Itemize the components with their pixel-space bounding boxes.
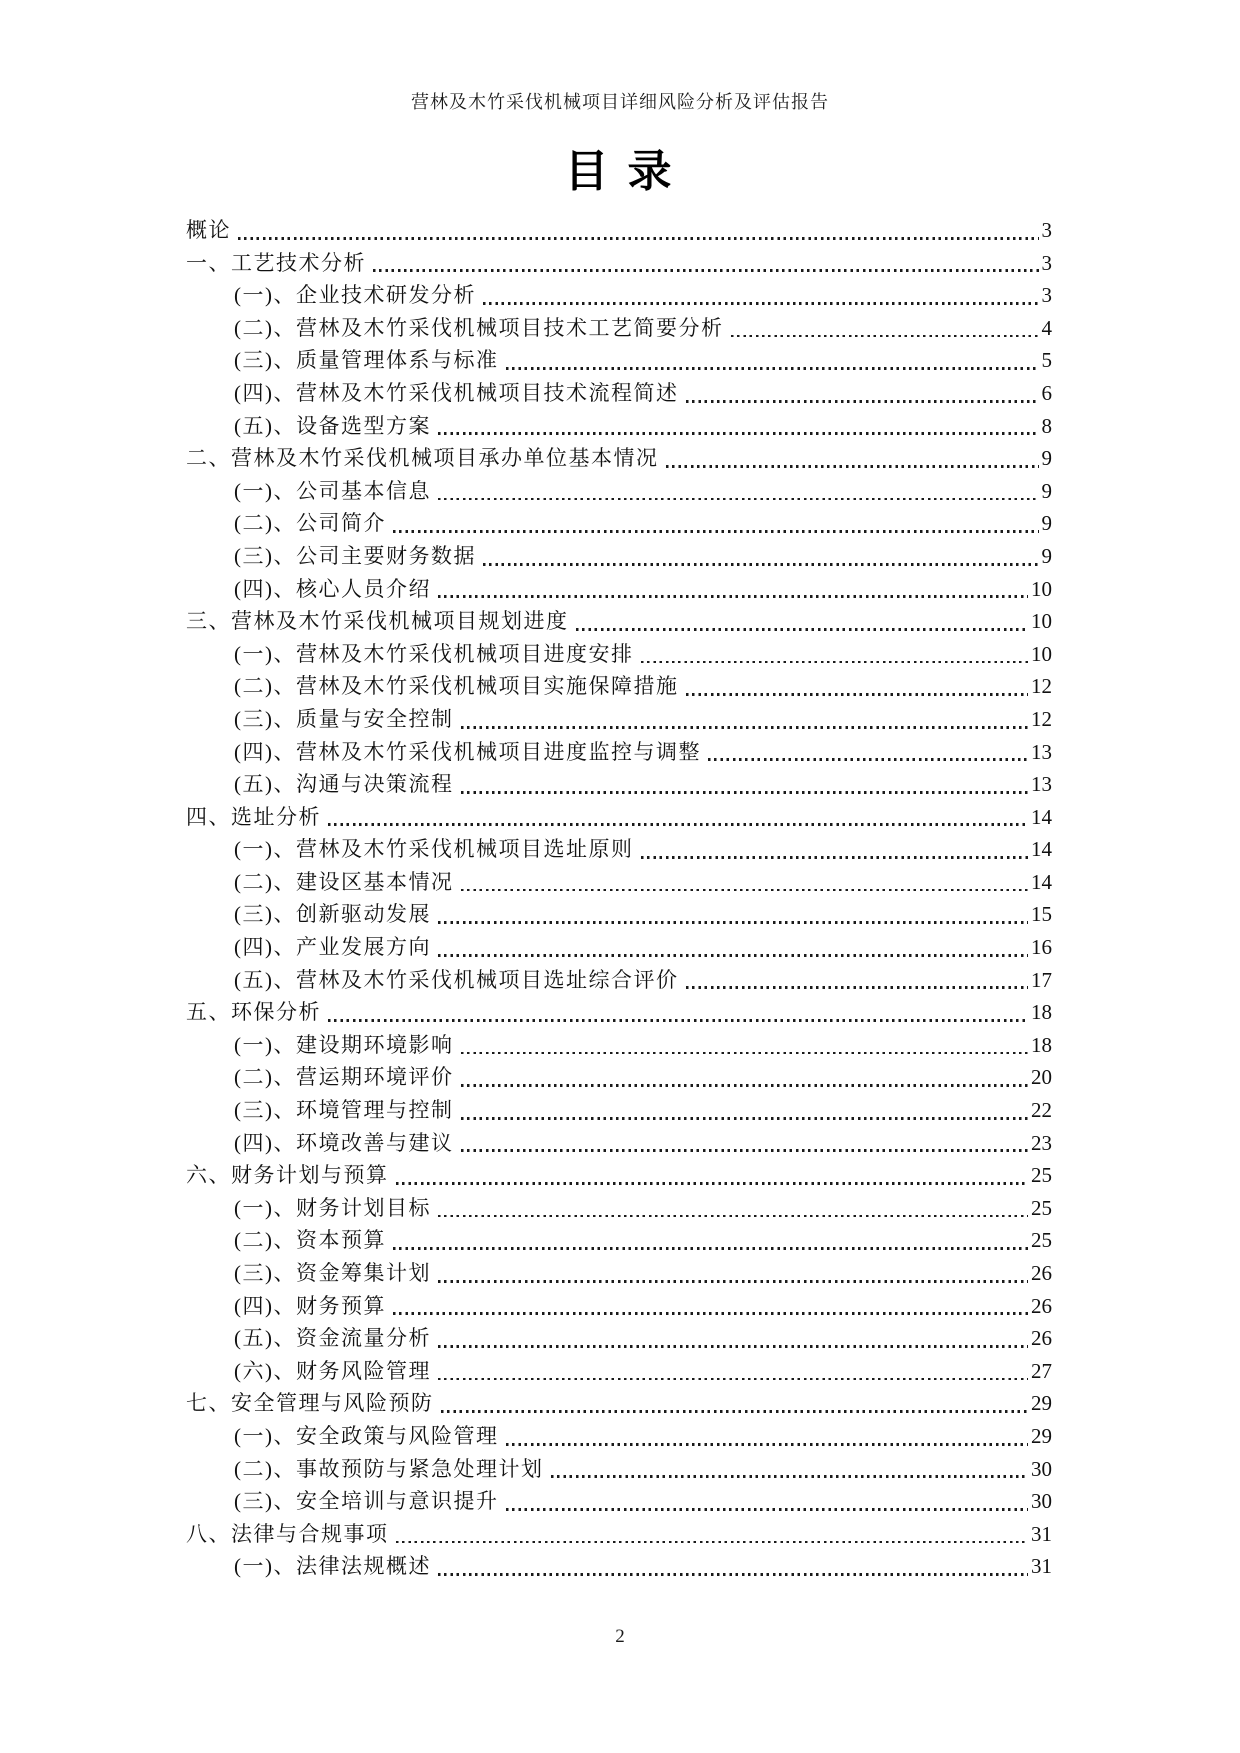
toc-entry-page-number: 9: [1041, 446, 1052, 471]
toc-entry-page-number: 14: [1031, 869, 1052, 894]
toc-entry[interactable]: [186, 703, 1052, 736]
toc-entry[interactable]: [186, 214, 1052, 247]
toc-dotted-leader: [506, 1443, 1029, 1446]
toc-entry-label: (六)、财务风险管理: [234, 1358, 431, 1383]
toc-entry-page-number: 23: [1031, 1130, 1052, 1155]
toc-entry[interactable]: [186, 1322, 1052, 1355]
toc-entry-label: (一)、公司基本信息: [234, 478, 431, 503]
toc-entry-page-number: 10: [1031, 641, 1052, 666]
toc-entry-page-number: 3: [1041, 250, 1052, 275]
toc-dotted-leader: [438, 1215, 1028, 1218]
toc-entry-page-number: 30: [1031, 1489, 1052, 1514]
toc-dotted-leader: [438, 1573, 1028, 1576]
toc-entry-page-number: 25: [1031, 1195, 1052, 1220]
toc-entry[interactable]: [186, 638, 1052, 671]
toc-dotted-leader: [461, 1084, 1029, 1087]
toc-entry[interactable]: [186, 1518, 1052, 1551]
toc-entry-label: 六、财务计划与预算: [186, 1163, 389, 1188]
toc-dotted-leader: [576, 628, 1029, 631]
toc-entry-label: (三)、质量管理体系与标准: [234, 348, 499, 373]
toc-dotted-leader: [461, 726, 1029, 729]
toc-entry-page-number: 14: [1031, 804, 1052, 829]
toc-entry[interactable]: [186, 475, 1052, 508]
toc-entry[interactable]: [186, 898, 1052, 931]
toc-dotted-leader: [731, 335, 1039, 338]
toc-entry[interactable]: [186, 1257, 1052, 1290]
toc-entry-label: (三)、环境管理与控制: [234, 1098, 454, 1123]
toc-entry-page-number: 6: [1041, 380, 1052, 405]
toc-dotted-leader: [438, 595, 1028, 598]
toc-entry[interactable]: [186, 1420, 1052, 1453]
toc-entry[interactable]: [186, 573, 1052, 606]
toc-dotted-leader: [506, 367, 1039, 370]
toc-entry-label: (一)、安全政策与风险管理: [234, 1423, 499, 1448]
toc-entry-label: (二)、营林及木竹采伐机械项目技术工艺简要分析: [234, 315, 724, 340]
toc-entry-page-number: 8: [1041, 413, 1052, 438]
toc-dotted-leader: [686, 400, 1039, 403]
toc-entry[interactable]: [186, 540, 1052, 573]
toc-entry[interactable]: [186, 736, 1052, 769]
toc-dotted-leader: [328, 1019, 1028, 1022]
toc-entry-page-number: 12: [1031, 674, 1052, 699]
toc-entry-label: (二)、事故预防与紧急处理计划: [234, 1456, 544, 1481]
toc-dotted-leader: [686, 986, 1029, 989]
toc-entry-page-number: 10: [1031, 609, 1052, 634]
toc-dotted-leader: [483, 563, 1039, 566]
toc-entry-label: (三)、资金筹集计划: [234, 1261, 431, 1285]
toc-entry-label: (二)、建设区基本情况: [234, 869, 454, 894]
toc-dotted-leader: [393, 1312, 1028, 1315]
toc-entry-page-number: 3: [1041, 283, 1052, 308]
toc-entry[interactable]: [186, 768, 1052, 801]
toc-entry-label: (三)、质量与安全控制: [234, 706, 454, 731]
toc-entry[interactable]: [186, 1387, 1052, 1420]
toc-entry[interactable]: [186, 1127, 1052, 1160]
toc-entry-page-number: 18: [1031, 1000, 1052, 1025]
toc-dotted-leader: [461, 889, 1029, 892]
footer-page-number: 2: [615, 1626, 625, 1647]
toc-entry[interactable]: [186, 964, 1052, 997]
toc-entry-label: (二)、资本预算: [234, 1228, 386, 1253]
toc-entry-page-number: 13: [1031, 772, 1052, 797]
toc-entry-label: (四)、核心人员介绍: [234, 576, 431, 601]
toc-dotted-leader: [641, 856, 1029, 859]
toc-dotted-leader: [666, 465, 1039, 468]
toc-dotted-leader: [393, 1247, 1028, 1250]
toc-dotted-leader: [461, 791, 1029, 794]
toc-entry-label: (四)、营林及木竹采伐机械项目进度监控与调整: [234, 739, 701, 764]
toc-entry[interactable]: [186, 312, 1052, 345]
toc-entry-label: (一)、建设期环境影响: [234, 1032, 454, 1057]
toc-entry-label: 二、营林及木竹采伐机械项目承办单位基本情况: [186, 446, 659, 471]
toc-entry-label: (一)、财务计划目标: [234, 1195, 431, 1220]
toc-dotted-leader: [238, 237, 1039, 240]
toc-entry-page-number: 5: [1041, 348, 1052, 373]
toc-dotted-leader: [483, 302, 1039, 305]
toc-entry[interactable]: [186, 605, 1052, 638]
toc-dotted-leader: [438, 1280, 1028, 1283]
toc-dotted-leader: [438, 1378, 1028, 1381]
toc-dotted-leader: [393, 530, 1039, 533]
toc-list: [186, 214, 1052, 1583]
toc-entry[interactable]: [186, 247, 1052, 280]
toc-entry-label: (一)、企业技术研发分析: [234, 283, 476, 308]
toc-entry-page-number: 3: [1041, 218, 1052, 242]
toc-entry[interactable]: [186, 1485, 1052, 1518]
toc-entry-page-number: 16: [1031, 935, 1052, 960]
toc-entry-label: 三、营林及木竹采伐机械项目规划进度: [186, 609, 569, 634]
toc-dotted-leader: [373, 269, 1039, 272]
toc-entry-label: (三)、创新驱动发展: [234, 902, 431, 927]
toc-entry-page-number: 9: [1041, 543, 1052, 568]
toc-entry[interactable]: [186, 1192, 1052, 1225]
toc-entry[interactable]: [186, 833, 1052, 866]
toc-entry-page-number: 22: [1031, 1098, 1052, 1123]
toc-entry-label: 四、选址分析: [186, 804, 321, 829]
toc-entry-page-number: 20: [1031, 1065, 1052, 1090]
toc-entry[interactable]: [186, 1290, 1052, 1323]
toc-entry[interactable]: [186, 1029, 1052, 1062]
toc-entry-page-number: 15: [1031, 902, 1052, 927]
toc-dotted-leader: [396, 1541, 1029, 1544]
toc-dotted-leader: [551, 1475, 1029, 1478]
toc-entry-label: (五)、资金流量分析: [234, 1326, 431, 1351]
toc-entry[interactable]: [186, 410, 1052, 443]
toc-entry[interactable]: [186, 1453, 1052, 1486]
toc-dotted-leader: [461, 1117, 1029, 1120]
toc-entry-page-number: 25: [1031, 1228, 1052, 1253]
toc-entry[interactable]: [186, 1061, 1052, 1094]
toc-entry-page-number: 4: [1041, 315, 1052, 340]
toc-entry-page-number: 26: [1031, 1261, 1052, 1285]
toc-entry-label: (五)、营林及木竹采伐机械项目选址综合评价: [234, 967, 679, 992]
toc-entry-label: 概论: [186, 218, 231, 242]
toc-entry[interactable]: [186, 1159, 1052, 1192]
toc-dotted-leader: [461, 1149, 1029, 1152]
toc-dotted-leader: [396, 1182, 1029, 1185]
toc-entry[interactable]: [186, 866, 1052, 899]
toc-entry[interactable]: [186, 1224, 1052, 1257]
toc-entry[interactable]: [186, 279, 1052, 312]
toc-entry-label: (三)、公司主要财务数据: [234, 543, 476, 568]
toc-entry-label: (五)、设备选型方案: [234, 413, 431, 438]
toc-entry-label: (二)、公司简介: [234, 511, 386, 536]
toc-entry-label: (五)、沟通与决策流程: [234, 772, 454, 797]
toc-entry-label: (一)、法律法规概述: [234, 1554, 431, 1579]
toc-entry-page-number: 26: [1031, 1293, 1052, 1318]
toc-entry-label: (四)、营林及木竹采伐机械项目技术流程简述: [234, 380, 679, 405]
toc-entry-label: (三)、安全培训与意识提升: [234, 1489, 499, 1514]
toc-dotted-leader: [438, 1345, 1028, 1348]
toc-entry-label: (一)、营林及木竹采伐机械项目选址原则: [234, 837, 634, 862]
toc-entry-page-number: 18: [1031, 1032, 1052, 1057]
toc-dotted-leader: [708, 758, 1028, 761]
toc-dotted-leader: [461, 1052, 1029, 1055]
toc-entry-page-number: 12: [1031, 706, 1052, 731]
toc-entry-label: (四)、产业发展方向: [234, 935, 431, 960]
toc-dotted-leader: [686, 693, 1029, 696]
toc-entry-page-number: 9: [1041, 478, 1052, 503]
toc-entry[interactable]: [186, 996, 1052, 1029]
document-header-title: 营林及木竹采伐机械项目详细风险分析及评估报告: [411, 92, 829, 112]
toc-dotted-leader: [438, 954, 1028, 957]
toc-entry[interactable]: [186, 377, 1052, 410]
toc-dotted-leader: [438, 432, 1039, 435]
toc-entry[interactable]: [186, 1550, 1052, 1583]
toc-entry[interactable]: [186, 442, 1052, 475]
toc-entry-page-number: 26: [1031, 1326, 1052, 1351]
toc-entry-label: 八、法律与合规事项: [186, 1521, 389, 1546]
toc-entry-label: 五、环保分析: [186, 1000, 321, 1025]
toc-entry-page-number: 13: [1031, 739, 1052, 764]
toc-entry[interactable]: [186, 344, 1052, 377]
toc-entry-label: (二)、营运期环境评价: [234, 1065, 454, 1090]
toc-entry-label: 一、工艺技术分析: [186, 250, 366, 275]
toc-entry-page-number: 10: [1031, 576, 1052, 601]
toc-entry[interactable]: [186, 801, 1052, 834]
toc-dotted-leader: [441, 1410, 1029, 1413]
toc-entry[interactable]: [186, 1094, 1052, 1127]
toc-entry-page-number: 30: [1031, 1456, 1052, 1481]
toc-entry-label: (四)、财务预算: [234, 1293, 386, 1318]
toc-entry-page-number: 25: [1031, 1163, 1052, 1188]
toc-entry-page-number: 29: [1031, 1391, 1052, 1416]
toc-entry-label: (一)、营林及木竹采伐机械项目进度安排: [234, 641, 634, 666]
toc-dotted-leader: [438, 921, 1028, 924]
toc-entry[interactable]: [186, 1355, 1052, 1388]
toc-entry-page-number: 17: [1031, 967, 1052, 992]
toc-dotted-leader: [641, 661, 1029, 664]
toc-entry-page-number: 31: [1031, 1554, 1052, 1579]
toc-dotted-leader: [506, 1508, 1029, 1511]
toc-entry[interactable]: [186, 507, 1052, 540]
toc-entry[interactable]: [186, 931, 1052, 964]
toc-entry-page-number: 27: [1031, 1358, 1052, 1383]
toc-entry-label: (四)、环境改善与建议: [234, 1130, 454, 1155]
toc-entry-page-number: 14: [1031, 837, 1052, 862]
toc-entry-page-number: 31: [1031, 1521, 1052, 1546]
toc-entry-label: 七、安全管理与风险预防: [186, 1391, 434, 1416]
toc-entry-label: (二)、营林及木竹采伐机械项目实施保障措施: [234, 674, 679, 699]
toc-title: 目 录: [564, 147, 676, 196]
toc-entry-page-number: 29: [1031, 1423, 1052, 1448]
toc-entry-page-number: 9: [1041, 511, 1052, 536]
toc-dotted-leader: [328, 823, 1028, 826]
toc-entry[interactable]: [186, 670, 1052, 703]
toc-dotted-leader: [438, 498, 1039, 501]
